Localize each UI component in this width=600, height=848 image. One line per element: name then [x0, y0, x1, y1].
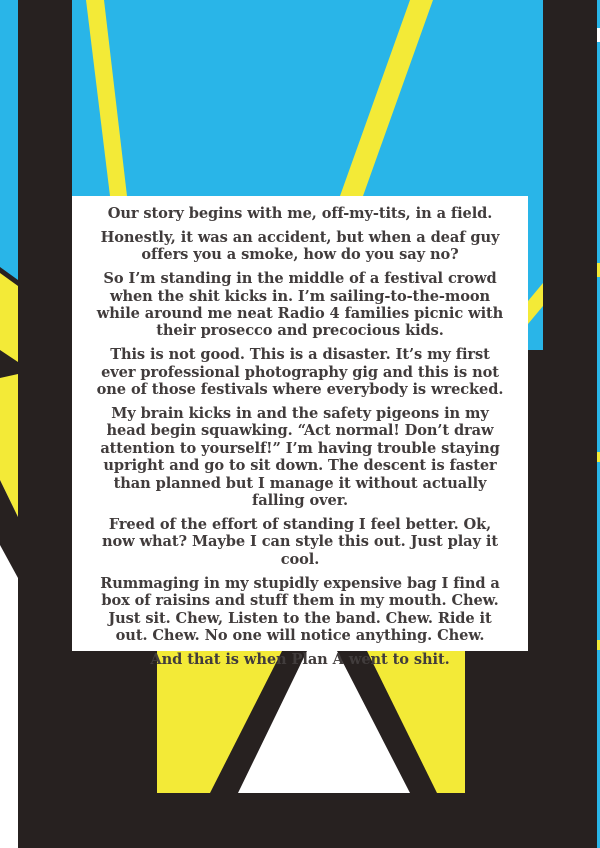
- story-text-box: [72, 196, 528, 668]
- story-paragraph: My brain kicks in and the safety pigeons in my head begin squawking. “Act normal! Don’t draw attention to yourself!” I’m having trouble staying upright and go to sit down. The descent is faster than planned but I manage it without actually falling over.: [100, 405, 500, 510]
- story-paragraph: This is not good. This is a disaster. It’s my first ever professional photography gig and this is not one of those festivals where everybody is wrecked.: [96, 346, 504, 399]
- story-paragraph: Honestly, it was an accident, but when a deaf guy offers you a smoke, how do you say no?: [100, 228, 500, 264]
- story-paragraph: So I’m standing in the middle of a festival crowd when the shit kicks in. I’m sailing-to-the-moon while around me neat Radio 4 families picnic with their prosecco and precocious kids.: [96, 270, 504, 340]
- story-paragraph: And that is when Plan A went to shit.: [150, 650, 450, 668]
- story-paragraph: Freed of the effort of standing I feel better. Ok, now what? Maybe I can style this out. Just play it cool.: [102, 516, 498, 568]
- story-paragraph: Our story begins with me, off-my-tits, in a field.: [107, 205, 493, 222]
- left-edge-yellow-stripe: [0, 272, 18, 517]
- story-paragraph: Rummaging in my stupidly expensive bag I find a box of raisins and stuff them in my mouth. Chew. Just sit. Chew, Listen to the band. Chew. Ride it out. Chew. No one will notice anything. Chew.: [100, 574, 500, 644]
